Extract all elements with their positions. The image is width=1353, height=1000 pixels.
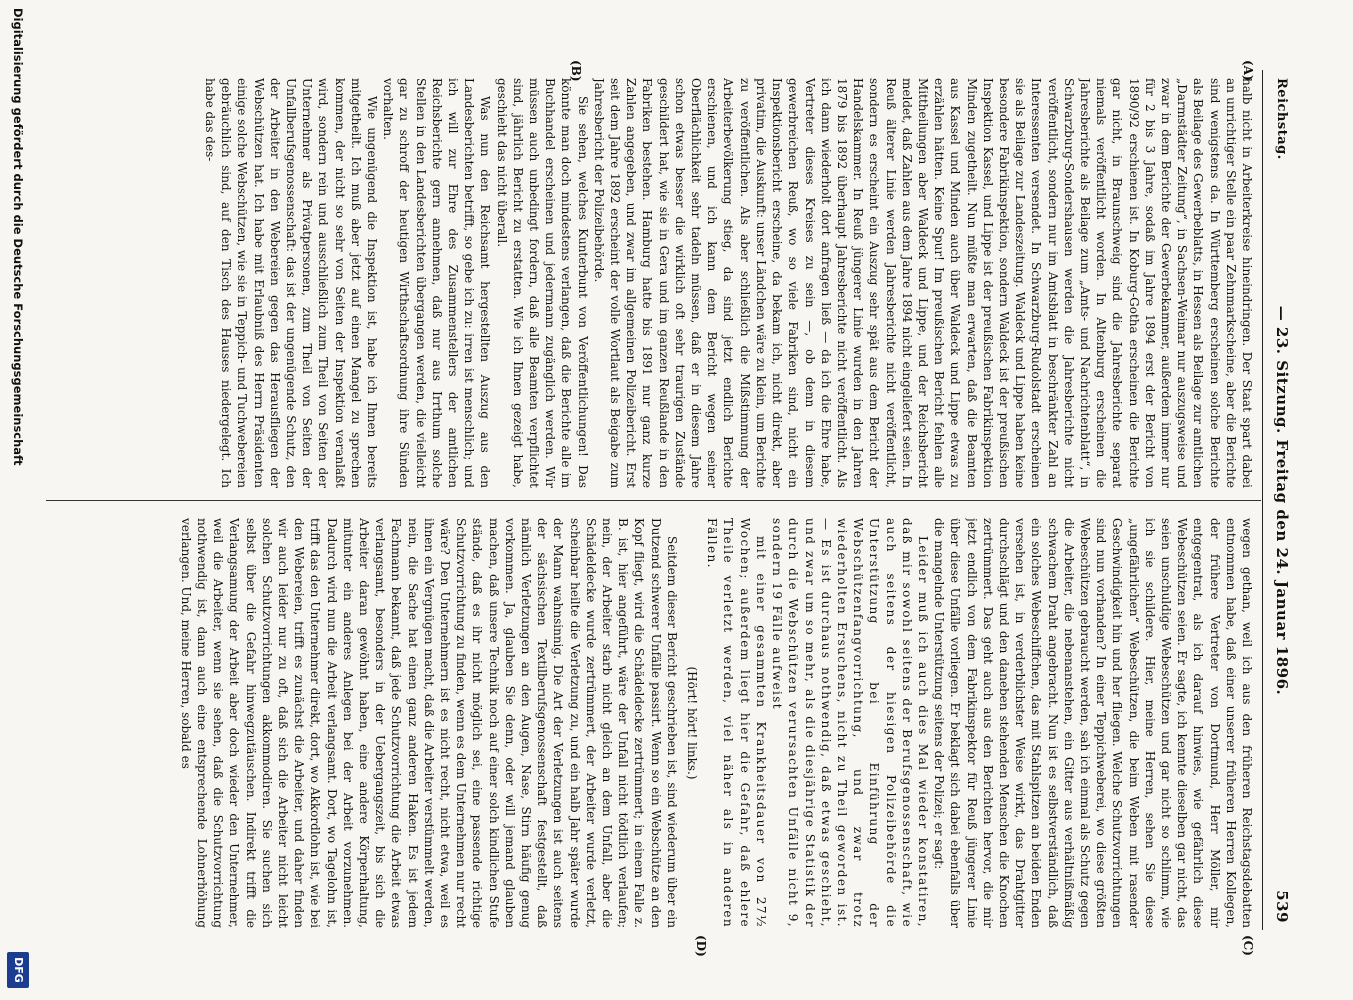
marker-c: (C) (1241, 935, 1255, 956)
interjection: (Hört! hört! links.) (685, 666, 700, 780)
header-rule (1262, 70, 1263, 930)
page-number: 539 (1273, 890, 1291, 923)
quotation: Leider muß ich auch dies Mal wieder konstatiren, daß mir sowohl seitens der Berufsgenossenschaft, wie auch seitens der hiesigen Polizeibehörde die Unterstützung bei Einführung der Webschützenfangvorrichtung, und zwar trotz wiederholten Ersuchens, nicht zu Theil geworden ist. — Es ist durchaus nothwendig, daß etwas geschieht, und zwar um so mehr, als die diesjährige Statistik der durch die Webschützen verursachten Unfälle nicht 9, sondern 19 Fälle aufweist (770, 518, 930, 928)
right-column (55, 518, 1255, 928)
paragraph: halb nicht in Arbeiterkreise hineindringen. Der Staat spart dabei an unrichtiger Stelle ein paar Zehnmarkscheine, aber die Berichte sind wenigstens da. In Württemberg erscheinen solche Berichte als Beilage des Gewerbeblatts, in Hessen als Beilage zur amtlichen „Darmstädter Zeitung“, in Sachsen-Weimar nur auszugsweise und zwar in dem Berichte der Gewerbekammer, außerdem immer nur für 2 bis 3 Jahre, sodaß im Jahre 1894 erst der Bericht von 1890/92 erschienen ist. In Koburg-Gotha erscheinen die Berichte gar nicht, in Braunschweig sind die Jahresberichte separat niemals veröffentlicht worden. In Altenburg erscheinen die Jahresberichte als Beilage zum „Amts- und Nachrichtenblatt“, in Schwarzburg-Sondershausen werden die Jahresberichte nicht veröffentlicht, sondern nur im Amtsblatt in beschränkter Zahl an Interessenten versendet. In Schwarzburg-Rudolstadt erscheinen sie als Beilage zur Landeszeitung. Waldeck und Lippe haben keine besondere Fabrikinspektion, sondern Waldeck ist der preußischen Inspektion Kassel, und Lippe ist der preußischen Fabrikinspektion Minden zugetheilt. Nun müßte man erwarten, daß die Beamten aus Kassel und Minden auch über Waldeck und Lippe etwas zu erzählen hätten. Keine Spur! Im preußischen Bericht fehlen alle Mittheilungen aber Waldeck und Lippe, und der Reichsbericht meldet, daß Zahlen aus dem Jahre 1894 nicht eingeliefert seien. In Reuß älterer Linie werden Jahresberichte nicht veröffentlicht, sondern es erscheint ein Auszug sehr spät aus dem Bericht der Handelskammer. In Reuß jüngerer Linie wurden in den Jahren 1879 bis 1892 überhaupt Jahresberichte nicht veröffentlicht. Als ich dann wiederholt dort anfragen ließ — da ich die Ehre habe, Vertreter dieses Kreises zu sein —, ob denn in diesem gewerbreichen Reuß, wo so viele Fabriken sind, nicht ein Inspektionsbericht erscheine, da bekam ich, nicht direkt, aber privatim, die Auskunft: unser Ländchen wäre zu klein, um Berichte zu veröffentlichen. Als aber schließlich die Mißstimmung der Arbeiterbevölkerung stieg, da sind jetzt endlich Berichte erschienen, und ich kann dem Bericht wegen seiner Oberflächlichkeit sehr tadeln müssen, daß er in diesem Jahre schon etwas besser die wirklich oft sehr traurigen Zustände geschildert hat, wie sie in Gera und im ganzen Reußlande in den Fabriken bestehen. Hamburg hatte bis 1891 nur ganz kurze Zahlen angegeben, und zwar im allgemeinen Polizeibericht. Erst seit dem Jahre 1892 erscheint der volle Wortlaut als Beigabe zum Jahresbericht der Polizeibehörde. (591, 78, 1254, 488)
footer (0, 0, 35, 1000)
page-title: — 23. Sitzung. Freitag den 24. Januar 1896. (1273, 305, 1291, 696)
section-label: Reichstag. (1274, 78, 1289, 160)
quotation-continued: mit einer gesammten Krankheitsdauer von 27½ Wochen; außerdem liegt hier die Gefahr, daß ehlere Theile verletzt werden, viel näher als in anderen Fällen. (705, 518, 768, 928)
running-head (1267, 78, 1295, 923)
marker-d: (D) (694, 935, 708, 957)
dfg-logo-icon: DFG (7, 952, 29, 988)
paragraph: wegen gethan, weil ich aus den früheren Reichstagsdebatten entnommen habe, daß einer unserer früheren Herren Kollegen, der frühere Vertreter von Dortmund, Herr Möller, mir entgegentrat, als ich darauf hinwies, wie gefährlich diese Webeschützen seien. Er sagte, ich kennte dieselben gar nicht, das seien unschuldige Webeschützen und gar nicht so schlimm, wie ich sie schildere. Hier, meine Herren, sehen Sie diese „ungefährlichen“ Webeschützen, die beim Weben mit rasender Geschwindigkeit hin und her fliegen. Welche Schutzvorrichtungen sind nun vorhanden? In einer Teppichweberei, wo diese größten Webeschützen gebraucht werden, sah ich einmal als Schutz gegen die Arbeiter, die nebenanstehen, ein Gitter aus verhältnißmäßig schwachem Draht angebracht. Nun ist es selbstverständlich, daß ein solches Webeschiffchen, das mit Stahlspitzen an beiden Enden versehen ist, in verderblichster Weise wirkt, das Drahtgitter durchschlägt und den daneben stehenden Menschen die Knochen zertrümmert. Das geht auch aus den Berichten hervor, die mir jetzt endlich von dem Fabrikinspektor für Reuß jüngerer Linie über diese Unfälle vorliegen. Er beklagt sich dabei ebenfalls über die mangelnde Unterstützung seitens der Polizei; er sagt: (932, 518, 1254, 928)
marker-a: (A) (1241, 60, 1255, 81)
paragraph: Was nun den Reichsamt hergestellten Auszug aus den Landesberichten betrifft, so gebe ich zu: irren ist menschlich; und ich will zur Ehre des Zusammenstellers der amtlichen Reichsberichte gern annehmen, daß nur aus Irrthum solche Stellen in den Landesberichten übergangen werden, die vielleicht gar zu schroff der heutigen Wirthschaftsordnung ihre Sünden vorhalten. (381, 78, 493, 488)
funding-note: Digitalisierung gefördert durch die Deutsche Forschungsgemeinschaft (11, 8, 25, 466)
paragraph: Sie sehen, welches Kunterbunt von Veröffentlichungen! Das könnte man doch mindestens verlangen, daß die Berichte alle im Buchhandel erscheinen und jedermann zugänglich werden. Wir müssen auch unbedingt fordern, daß alle Beamten verpflichtet sind, jährlich Bericht zu erstatten. Wie ich Ihnen gezeigt habe, geschieht das nicht überall. (494, 78, 590, 488)
paragraph: Seitdem dieser Bericht geschrieben ist, sind wiederum über ein Dutzend schwerer Unfälle passirt. Wenn so ein Webschütze an den Kopf fliegt, wird die Schädeldecke zertrümmert; in einem Falle z. B. ist, hier angeführt, wäre der Unfall nicht tödtlich verlaufen; nein, der Arbeiter starb nicht gleich an dem Unfall, aber die Schädeldecke wurde zertrümmert, der Arbeiter wurde verletzt, scheinbar heilte die Verletzung zu, und ein halb Jahr später wurde der Mann wahnsinnig. Die Art der Verletzungen ist auch seitens der sächsischen Textilberufsgenossenschaft festgestellt, daß nämlich Verletzungen an den Augen, Nase, Stirn häufig genug vorkommen. Ja, glauben Sie denn, oder will jemand glauben machen, daß unsere Technik noch auf einer solch kindlichen Stufe stände, daß es ihr nicht möglich sei, eine passende richtige Schutzvorrichtung zu finden, wenn es dem Unternehmen nur recht wäre? Den Unternehmern ist es nicht recht, nicht etwa, weil es ihnen ein Vergnügen macht, daß die Arbeiter verstümmelt werden, nein, die Sache hat einen ganz anderen Haken. Es ist jedem Fachmann bekannt, daß jede Schutzvorrichtung die Arbeit etwas verlangsamt, besonders in der Uebergangszeit, bis sich die Arbeiter daran gewöhnt haben, eine andere Körperhaltung, mitunter ein anderes Anlegen bei der Arbeit vorzunehmen. Dadurch wird nun die Arbeit verlangsamt. Dort, wo Tagelohn ist, trifft das den Unternehmer direkt, dort, wo Akkordlohn ist, wie bei den Webereien, trifft es zunächst die Arbeiter, und daher finden wir auch leider nur zu oft, daß sich die Arbeiter nicht leicht solchen Schutzvorrichtungen akkommodiren. Sie suchen sich selbst über die Gefahr hinwegzutäuschen. Indirekt trifft die Verlangsamung der Arbeit aber doch wieder den Unternehmer, weil die Arbeiter, wenn sie sehen, daß die Schutzvorrichtung nothwendig ist, dann auch eine entsprechende Lohnerhöhung verlangen. Und, meine Herren, sobald es (178, 518, 679, 928)
paragraph: Wie ungenügend die Inspektion ist, habe ich Ihnen bereits mitgetheilt. Ich muß aber jetzt auf einen Mangel zu sprechen kommen, der nicht so sehr von Seiten der Inspektion veranlaßt wird, sondern rein und ausschließlich zum Theil von Seiten der Unternehmer als Privatpersonen, zum Theil von Seiten der Unfallberufsgenossenschaft: das ist der ungenügende Schutz, den der Arbeiter in den Webereien gegen das Herausfliegen der Webschützen hat. Ich habe mit Erlaubniß des Herrn Präsidenten einige solche Webschützen, wie sie in Teppich- und Tuchwebereien gebräuchlich sind, auf den Tisch des Hauses niedergelegt. Ich habe das des- (203, 78, 380, 488)
marker-b: (B) (569, 60, 583, 82)
column-divider (46, 500, 1261, 501)
left-column (55, 78, 1255, 488)
